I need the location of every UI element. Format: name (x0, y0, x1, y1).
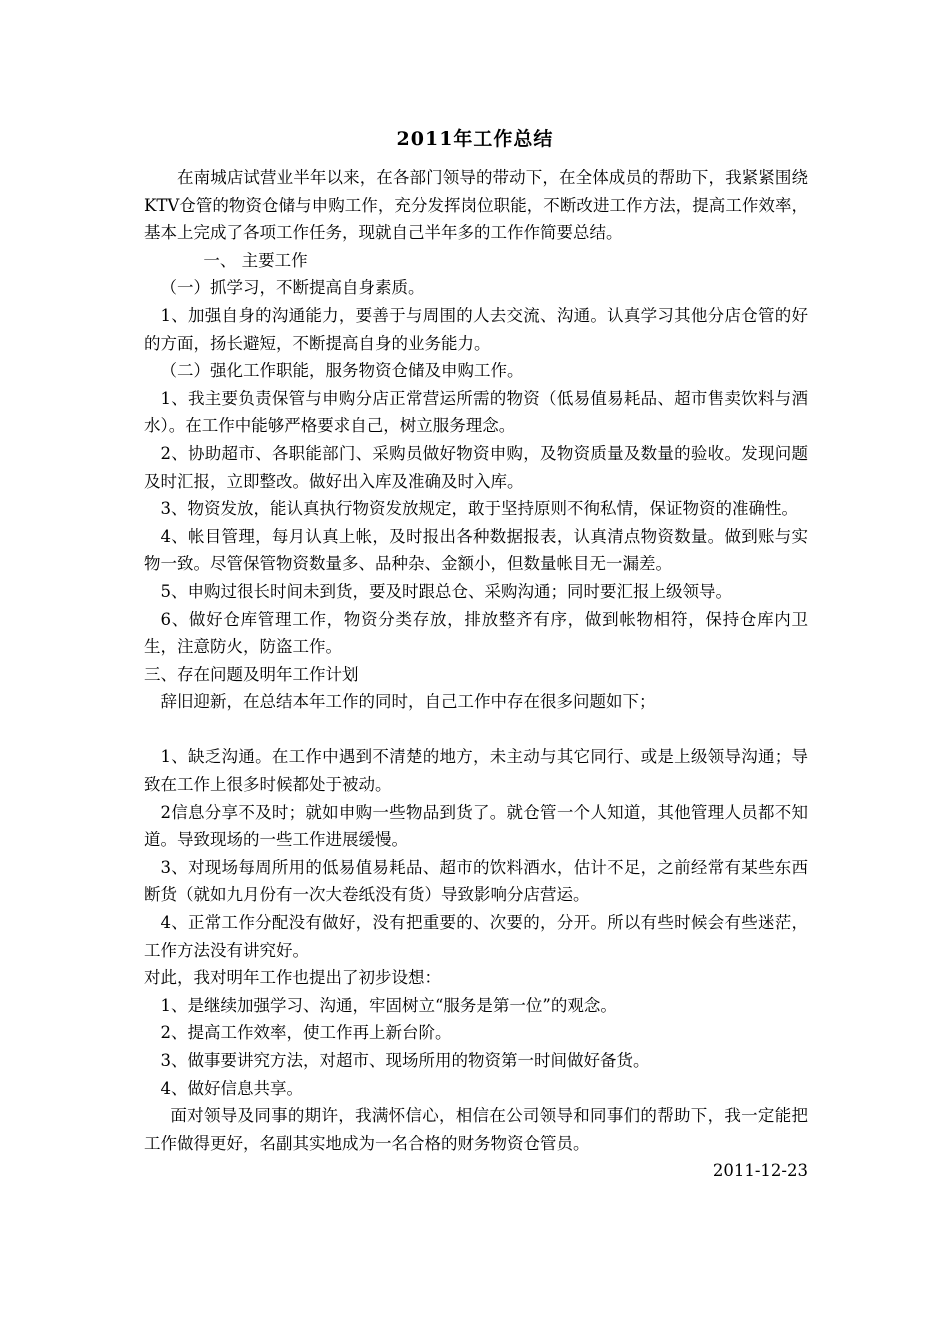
plan-intro: 对此，我对明年工作也提出了初步设想： (144, 968, 441, 988)
sub1-item: 1、加强自身的沟通能力，要善于与周围的人去交流、沟通。认真学习其他分店仓管的好的方面，扬长避短，不断提高自身的业务能力。 (144, 305, 808, 353)
document-date: 2011-12-23 (712, 1161, 808, 1181)
sub2-item: 3、物资发放，能认真执行物资发放规定，敢于坚持原则不徇私情，保证物资的准确性。 (160, 499, 798, 519)
intro-paragraph: 在南城店试营业半年以来，在各部门领导的带动下，在全体成员的帮助下，我紧紧围绕KTV仓管的物资仓储与申购工作，充分发挥岗位职能，不断改进工作方法，提高工作效率，基本上完成了各项工作任务，现就自己半年多的工作作简要总结。 (144, 168, 808, 243)
section3-intro: 辞旧迎新，在总结本年工作的同时，自己工作中存在很多问题如下； (160, 692, 656, 712)
document-body (144, 164, 808, 1185)
sub2-item: 5、申购过很长时间未到货，要及时跟总仓、采购沟通；同时要汇报上级领导。 (160, 581, 732, 601)
problem-item: 1、缺乏沟通。在工作中遇到不清楚的地方，未主动与其它同行、或是上级领导沟通；导致在工作上很多时候都处于被动。 (144, 747, 808, 795)
sub2-item: 4、帐目管理，每月认真上帐，及时报出各种数据报表，认真清点物资数量。做到账与实物一致。尽管保管物资数量多、品种杂、金额小，但数量帐目无一漏差。 (144, 526, 808, 574)
sub2-item: 2、协助超市、各职能部门、采购员做好物资申购，及物资质量及数量的验收。发现问题及时汇报，立即整改。做好出入库及准确及时入库。 (144, 443, 808, 491)
plan-item: 4、做好信息共享。 (160, 1078, 303, 1098)
problem-item: 2信息分享不及时；就如申购一些物品到货了。就仓管一个人知道，其他管理人员都不知道。导致现场的一些工作进展缓慢。 (144, 802, 808, 850)
closing-paragraph: 面对领导及同事的期许，我满怀信心，相信在公司领导和同事们的帮助下，我一定能把工作做得更好，名副其实地成为一名合格的财务物资仓管员。 (144, 1106, 808, 1153)
document-title: 2011年工作总结 (396, 128, 554, 150)
problem-item: 3、对现场每周所用的低易值易耗品、超市的饮料酒水，估计不足，之前经常有某些东西断货（就如九月份有一次大卷纸没有货）导致影响分店营运。 (144, 857, 808, 905)
plan-item: 1、是继续加强学习、沟通，牢固树立“服务是第一位”的观念。 (160, 995, 617, 1015)
plan-item: 2、提高工作效率，使工作再上新台阶。 (160, 1023, 452, 1043)
section3-heading: 三、存在问题及明年工作计划 (144, 664, 359, 684)
sub2-heading: （二）强化工作职能，服务物资仓储及申购工作。 (160, 361, 524, 381)
sub1-heading: （一）抓学习，不断提高自身素质。 (160, 278, 425, 298)
sub2-item: 1、我主要负责保管与申购分店正常营运所需的物资（低易值易耗品、超市售卖饮料与酒水）。在工作中能够严格要求自己，树立服务理念。 (144, 388, 808, 436)
plan-item: 3、做事要讲究方法，对超市、现场所用的物资第一时间做好备货。 (160, 1051, 650, 1070)
problem-item: 4、正常工作分配没有做好，没有把重要的、次要的，分开。所以有些时候会有些迷茫，工作方法没有讲究好。 (144, 913, 808, 960)
blank-line (144, 716, 808, 744)
sub2-item: 6、做好仓库管理工作，物资分类存放，排放整齐有序，做到帐物相符，保持仓库内卫生，注意防火，防盗工作。 (144, 609, 808, 657)
section1-heading: 一、 主要工作 (203, 250, 308, 270)
